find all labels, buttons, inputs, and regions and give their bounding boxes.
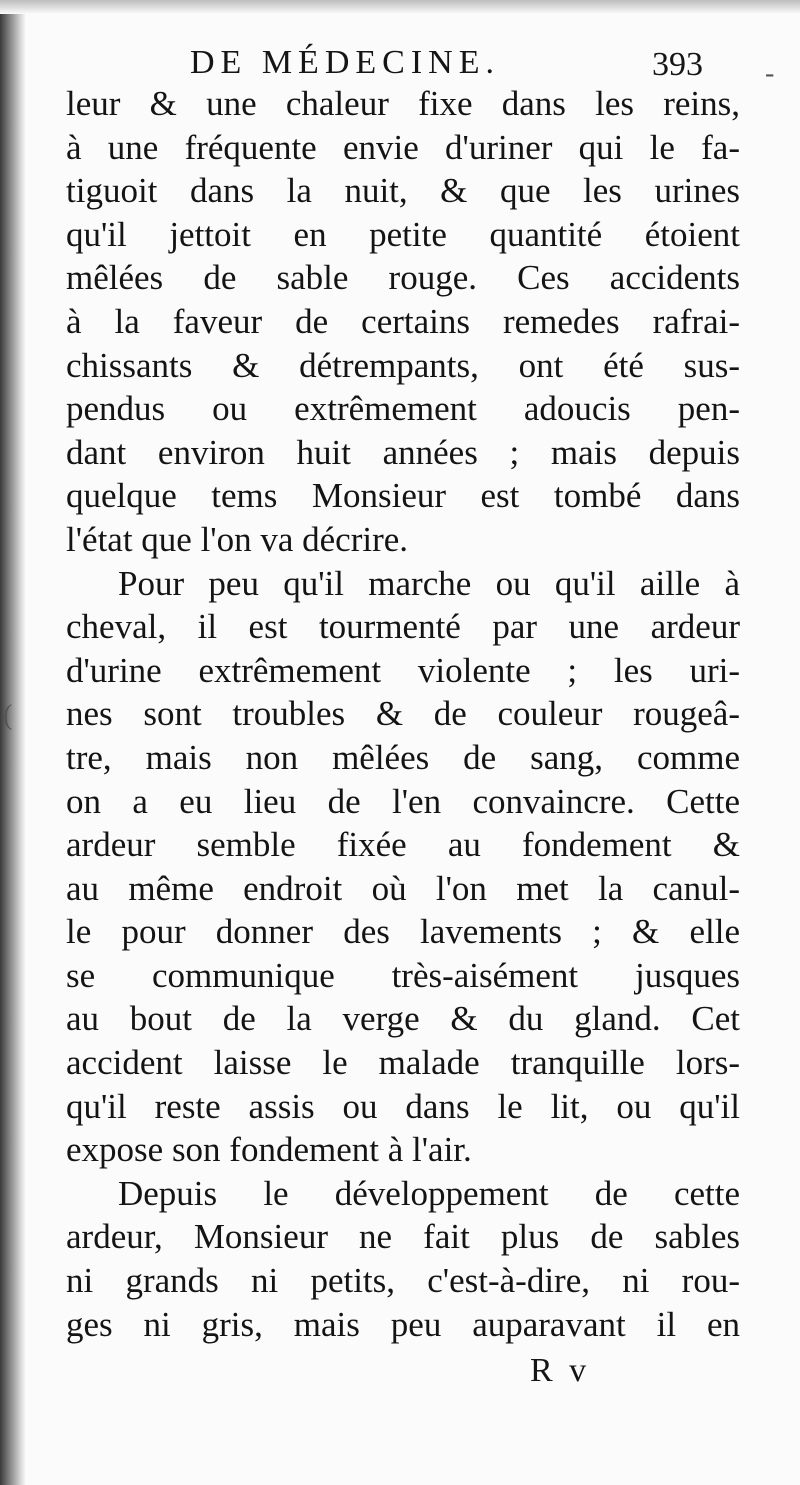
text-line: ni grands ni petits, c'est-à-dire, ni rou- bbox=[66, 1261, 740, 1301]
text-line: mêlées de sable rouge. Ces accidents bbox=[66, 258, 740, 298]
paragraph-1 bbox=[66, 82, 740, 562]
text-line: au même endroit où l'on met la canul- bbox=[66, 868, 740, 908]
signature-mark: R v bbox=[530, 1352, 591, 1389]
body-text bbox=[66, 82, 740, 1346]
text-line: à la faveur de certains remedes rafrai- bbox=[66, 301, 740, 341]
text-line: accident laisse le malade tranquille lors- bbox=[66, 1043, 740, 1083]
scan-shadow-left bbox=[0, 0, 26, 1485]
text-line: d'urine extrêmement violente ; les uri- bbox=[66, 650, 740, 690]
text-line: dant environ huit années ; mais depuis bbox=[66, 432, 740, 472]
text-line: chissants & détrempants, ont été sus- bbox=[66, 345, 740, 385]
text-line: pendus ou extrêmement adoucis pen- bbox=[66, 389, 740, 429]
paragraph-2 bbox=[66, 562, 740, 1172]
text-line: l'état que l'on va décrire. bbox=[66, 519, 409, 559]
text-line: quelque tems Monsieur est tombé dans bbox=[66, 476, 740, 516]
scan-shadow-top bbox=[0, 0, 800, 14]
text-line: Depuis le développement de cette bbox=[118, 1173, 740, 1213]
text-line: se communique très-aisément jusques bbox=[66, 955, 740, 995]
text-line: tiguoit dans la nuit, & que les urines bbox=[66, 171, 740, 211]
text-line: qu'il jettoit en petite quantité étoient bbox=[66, 214, 740, 254]
text-line: qu'il reste assis ou dans le lit, ou qu'il bbox=[66, 1086, 740, 1126]
text-line: expose son fondement à l'air. bbox=[66, 1130, 472, 1170]
text-line: nes sont troubles & de couleur rougeâ- bbox=[66, 694, 740, 734]
text-line: ges ni gris, mais peu auparavant il en bbox=[66, 1304, 740, 1344]
text-line: tre, mais non mêlées de sang, comme bbox=[66, 737, 740, 777]
paragraph-3 bbox=[66, 1172, 740, 1346]
text-line: à une fréquente envie d'uriner qui le fa- bbox=[66, 127, 740, 167]
text-line: au bout de la verge & du gland. Cet bbox=[66, 999, 740, 1039]
text-line: cheval, il est tourmenté par une ardeur bbox=[66, 607, 740, 647]
text-line: on a eu lieu de l'en convaincre. Cette bbox=[66, 781, 740, 821]
text-line: Pour peu qu'il marche ou qu'il aille à bbox=[118, 563, 740, 603]
text-line: ardeur, Monsieur ne fait plus de sables bbox=[66, 1217, 740, 1257]
text-line: ardeur semble fixée au fondement & bbox=[66, 825, 740, 865]
margin-bracket-mark: ( bbox=[3, 700, 13, 731]
page-number: 393 bbox=[652, 46, 703, 83]
margin-tick-mark: - bbox=[765, 58, 775, 89]
running-head: DE MÉDECINE. bbox=[190, 44, 500, 81]
text-line: leur & une chaleur fixe dans les reins, bbox=[66, 84, 740, 123]
text-line: le pour donner des lavements ; & elle bbox=[66, 912, 740, 952]
